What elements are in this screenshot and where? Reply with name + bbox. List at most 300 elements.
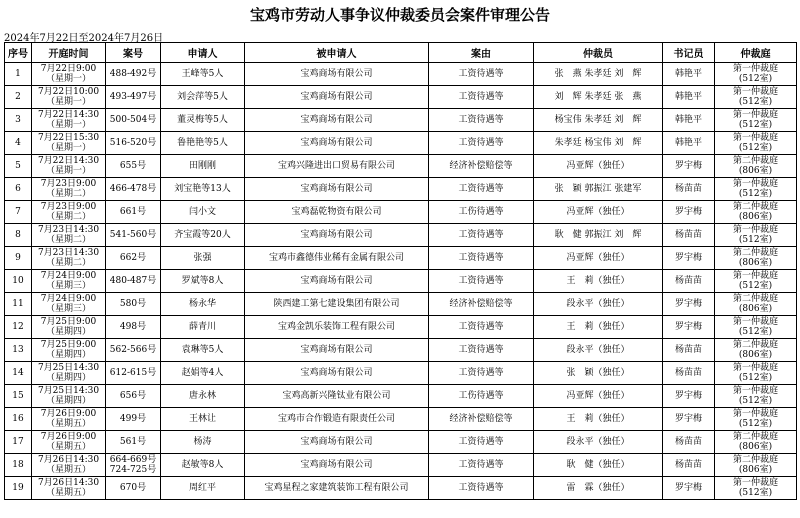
applicant: 薛青川 xyxy=(161,316,245,339)
case-no-line1: 499号 xyxy=(119,414,147,424)
clerk: 罗宇梅 xyxy=(663,155,715,178)
court-room: (512室) xyxy=(738,396,773,406)
applicant: 赵敏等8人 xyxy=(161,454,245,477)
row-no: 15 xyxy=(5,385,32,408)
row-no: 10 xyxy=(5,270,32,293)
respondent: 宝鸡商场有限公司 xyxy=(245,63,429,86)
court-name: 第一仲裁庭 xyxy=(732,409,778,419)
case-no-line1: 516-520号 xyxy=(109,138,157,148)
arbitrator: 杨宝伟 朱孝廷 刘 辉 xyxy=(534,109,663,132)
hearing-time xyxy=(32,109,106,132)
row-no: 7 xyxy=(5,201,32,224)
case-no xyxy=(106,431,161,454)
case-no-line1: 664-669号 xyxy=(109,455,157,465)
row-no: 14 xyxy=(5,362,32,385)
clerk: 罗宇梅 xyxy=(663,201,715,224)
hearing-weekday: （星期四） xyxy=(45,396,91,406)
hearing-weekday: （星期五） xyxy=(45,419,91,429)
header-cause: 案由 xyxy=(429,43,534,63)
table-row xyxy=(5,339,797,362)
hearing-time xyxy=(32,224,106,247)
hearing-weekday: （星期五） xyxy=(45,442,91,452)
respondent: 宝鸡金凯乐装饰工程有限公司 xyxy=(245,316,429,339)
arbitrator: 朱孝廷 杨宝伟 刘 辉 xyxy=(534,132,663,155)
hearing-weekday: （星期一） xyxy=(45,166,91,176)
applicant: 唐永林 xyxy=(161,385,245,408)
row-no: 13 xyxy=(5,339,32,362)
table-row xyxy=(5,431,797,454)
table-row xyxy=(5,224,797,247)
hearing-date: 7月23日9:00 xyxy=(40,179,97,189)
respondent: 宝鸡兴隆进出口贸易有限公司 xyxy=(245,155,429,178)
row-no: 19 xyxy=(5,477,32,500)
hearing-time xyxy=(32,362,106,385)
case-no-line1: 670号 xyxy=(119,483,147,493)
case-no xyxy=(106,109,161,132)
hearing-date: 7月26日14:30 xyxy=(37,478,100,488)
cause: 工资待遇等 xyxy=(429,224,534,247)
hearing-date: 7月23日14:30 xyxy=(37,248,100,258)
hearing-time xyxy=(32,201,106,224)
clerk: 杨苗苗 xyxy=(663,431,715,454)
court-room: (806室) xyxy=(738,442,773,452)
period-text: 2024年7月22日至2024年7月26日 xyxy=(4,33,164,44)
case-no-line1: 493-497号 xyxy=(109,92,157,102)
court xyxy=(715,247,797,270)
header-clerk: 书记员 xyxy=(663,43,715,63)
hearing-weekday: （星期四） xyxy=(45,350,91,360)
hearing-date: 7月26日9:00 xyxy=(40,432,97,442)
hearing-weekday: （星期二） xyxy=(45,189,91,199)
hearing-date: 7月26日14:30 xyxy=(37,455,100,465)
hearing-weekday: （星期三） xyxy=(45,281,91,291)
respondent: 宝鸡市合作锻造有限责任公司 xyxy=(245,408,429,431)
court xyxy=(715,316,797,339)
row-no: 16 xyxy=(5,408,32,431)
hearing-time xyxy=(32,408,106,431)
case-no xyxy=(106,247,161,270)
court xyxy=(715,408,797,431)
hearing-date: 7月22日10:00 xyxy=(37,87,100,97)
hearing-date: 7月25日9:00 xyxy=(40,317,97,327)
respondent: 宝鸡商场有限公司 xyxy=(245,109,429,132)
arbitrator: 张 颖（独任） xyxy=(534,362,663,385)
court-name: 第二仲裁庭 xyxy=(732,294,778,304)
court-name: 第一仲裁庭 xyxy=(732,133,778,143)
respondent: 宝鸡商场有限公司 xyxy=(245,132,429,155)
court xyxy=(715,270,797,293)
clerk: 韩艳平 xyxy=(663,63,715,86)
clerk: 罗宇梅 xyxy=(663,293,715,316)
case-no xyxy=(106,86,161,109)
court-room: (512室) xyxy=(738,74,773,84)
hearing-weekday: （星期一） xyxy=(45,97,91,107)
court-name: 第一仲裁庭 xyxy=(732,363,778,373)
clerk: 杨苗苗 xyxy=(663,339,715,362)
applicant: 董灵梅等5人 xyxy=(161,109,245,132)
court-name: 第一仲裁庭 xyxy=(732,386,778,396)
hearing-time xyxy=(32,155,106,178)
case-no xyxy=(106,385,161,408)
court-room: (512室) xyxy=(738,189,773,199)
case-no xyxy=(106,178,161,201)
arbitrator: 耿 健 郭振江 刘 辉 xyxy=(534,224,663,247)
court xyxy=(715,362,797,385)
clerk: 杨苗苗 xyxy=(663,270,715,293)
respondent: 宝鸡市鑫德伟业稀有金属有限公司 xyxy=(245,247,429,270)
header-applicant: 申请人 xyxy=(161,43,245,63)
table-header-row xyxy=(5,43,797,63)
hearing-weekday: （星期一） xyxy=(45,120,91,130)
court xyxy=(715,293,797,316)
hearing-date: 7月25日9:00 xyxy=(40,340,97,350)
hearing-date: 7月22日14:30 xyxy=(37,156,100,166)
court-name: 第一仲裁庭 xyxy=(732,64,778,74)
hearing-time xyxy=(32,454,106,477)
court-room: (512室) xyxy=(738,281,773,291)
court-room: (806室) xyxy=(738,258,773,268)
row-no: 1 xyxy=(5,63,32,86)
court-name: 第一仲裁庭 xyxy=(732,271,778,281)
respondent: 宝鸡商场有限公司 xyxy=(245,86,429,109)
court-room: (512室) xyxy=(738,419,773,429)
court xyxy=(715,385,797,408)
hearing-weekday: （星期一） xyxy=(45,143,91,153)
applicant: 田刚刚 xyxy=(161,155,245,178)
applicant: 刘会萍等5人 xyxy=(161,86,245,109)
court xyxy=(715,132,797,155)
hearing-date: 7月23日9:00 xyxy=(40,202,97,212)
court-name: 第一仲裁庭 xyxy=(732,225,778,235)
clerk: 韩艳平 xyxy=(663,132,715,155)
arbitrator: 王 莉（独任） xyxy=(534,408,663,431)
hearing-date: 7月22日14:30 xyxy=(37,110,100,120)
hearing-time xyxy=(32,178,106,201)
case-no-line1: 498号 xyxy=(119,322,147,332)
arbitrator: 冯亚辉（独任） xyxy=(534,201,663,224)
cause: 工资待遇等 xyxy=(429,362,534,385)
court xyxy=(715,201,797,224)
case-no-line1: 500-504号 xyxy=(109,115,157,125)
applicant: 罗斌等8人 xyxy=(161,270,245,293)
respondent: 宝鸡商场有限公司 xyxy=(245,178,429,201)
table-row xyxy=(5,132,797,155)
row-no: 4 xyxy=(5,132,32,155)
applicant: 齐宝霞等20人 xyxy=(161,224,245,247)
hearing-date: 7月25日14:30 xyxy=(37,363,100,373)
header-hearing-time: 开庭时间 xyxy=(32,43,106,63)
clerk: 杨苗苗 xyxy=(663,224,715,247)
hearing-date: 7月26日9:00 xyxy=(40,409,97,419)
hearing-weekday: （星期四） xyxy=(45,327,91,337)
hearing-weekday: （星期五） xyxy=(45,465,91,475)
case-no-line1: 612-615号 xyxy=(109,368,157,378)
table-body xyxy=(5,63,797,500)
table-row xyxy=(5,86,797,109)
case-no-line1: 580号 xyxy=(119,299,147,309)
row-no: 3 xyxy=(5,109,32,132)
court xyxy=(715,63,797,86)
applicant: 王林让 xyxy=(161,408,245,431)
cause: 工资待遇等 xyxy=(429,109,534,132)
applicant: 张强 xyxy=(161,247,245,270)
cause: 工资待遇等 xyxy=(429,63,534,86)
clerk: 罗宇梅 xyxy=(663,247,715,270)
clerk: 韩艳平 xyxy=(663,86,715,109)
arbitrator: 刘 辉 朱孝廷 张 燕 xyxy=(534,86,663,109)
arbitrator: 冯亚辉（独任） xyxy=(534,247,663,270)
page-title: 宝鸡市劳动人事争议仲裁委员会案件审理公告 xyxy=(249,6,550,24)
row-no: 12 xyxy=(5,316,32,339)
hearing-weekday: （星期二） xyxy=(45,235,91,245)
court-name: 第二仲裁庭 xyxy=(732,202,778,212)
clerk: 杨苗苗 xyxy=(663,178,715,201)
cause: 经济补偿赔偿等 xyxy=(429,293,534,316)
hearing-date: 7月24日9:00 xyxy=(40,294,97,304)
cause: 工资待遇等 xyxy=(429,86,534,109)
case-no xyxy=(106,155,161,178)
table-row xyxy=(5,454,797,477)
respondent: 宝鸡商场有限公司 xyxy=(245,339,429,362)
court-room: (512室) xyxy=(738,97,773,107)
court-name: 第二仲裁庭 xyxy=(732,432,778,442)
case-no xyxy=(106,132,161,155)
hearing-time xyxy=(32,63,106,86)
table-row xyxy=(5,362,797,385)
court-name: 第一仲裁庭 xyxy=(732,179,778,189)
hearing-time xyxy=(32,293,106,316)
case-no-line1: 655号 xyxy=(119,161,147,171)
court-room: (512室) xyxy=(738,143,773,153)
court xyxy=(715,454,797,477)
hearing-time xyxy=(32,477,106,500)
table-row xyxy=(5,385,797,408)
hearing-weekday: （星期五） xyxy=(45,488,91,498)
case-no xyxy=(106,293,161,316)
applicant: 王峰等5人 xyxy=(161,63,245,86)
case-no xyxy=(106,316,161,339)
arbitrator: 雷 霖（独任） xyxy=(534,477,663,500)
cause: 工伤待遇等 xyxy=(429,201,534,224)
court-room: (806室) xyxy=(738,212,773,222)
cause: 工资待遇等 xyxy=(429,247,534,270)
applicant: 刘宝艳等13人 xyxy=(161,178,245,201)
court xyxy=(715,431,797,454)
respondent: 宝鸡商场有限公司 xyxy=(245,362,429,385)
applicant: 鲁艳艳等5人 xyxy=(161,132,245,155)
case-no-line1: 541-560号 xyxy=(109,230,157,240)
arbitrator: 冯亚辉（独任） xyxy=(534,385,663,408)
header-case-no: 案号 xyxy=(106,43,161,63)
respondent: 宝鸡商场有限公司 xyxy=(245,431,429,454)
applicant: 杨永华 xyxy=(161,293,245,316)
row-no: 18 xyxy=(5,454,32,477)
clerk: 罗宇梅 xyxy=(663,385,715,408)
cause: 经济补偿赔偿等 xyxy=(429,155,534,178)
court xyxy=(715,86,797,109)
table-row xyxy=(5,63,797,86)
respondent: 宝鸡商场有限公司 xyxy=(245,270,429,293)
cause: 工资待遇等 xyxy=(429,178,534,201)
arbitrator: 张 颖 郭振江 张建军 xyxy=(534,178,663,201)
court xyxy=(715,109,797,132)
clerk: 杨苗苗 xyxy=(663,362,715,385)
cause: 工资待遇等 xyxy=(429,270,534,293)
row-no: 5 xyxy=(5,155,32,178)
cause: 工资待遇等 xyxy=(429,431,534,454)
hearing-time xyxy=(32,132,106,155)
case-no-line1: 488-492号 xyxy=(109,69,157,79)
case-no-line1: 480-487号 xyxy=(109,276,157,286)
applicant: 杨涛 xyxy=(161,431,245,454)
cause: 工资待遇等 xyxy=(429,316,534,339)
case-no xyxy=(106,339,161,362)
clerk: 罗宇梅 xyxy=(663,477,715,500)
case-no xyxy=(106,63,161,86)
case-no-line1: 661号 xyxy=(119,207,147,217)
cause: 工资待遇等 xyxy=(429,477,534,500)
applicant: 赵娟等4人 xyxy=(161,362,245,385)
table-row xyxy=(5,293,797,316)
respondent: 宝鸡商场有限公司 xyxy=(245,454,429,477)
cause: 工伤待遇等 xyxy=(429,385,534,408)
header-arbitrator: 仲裁员 xyxy=(534,43,663,63)
hearing-weekday: （星期二） xyxy=(45,258,91,268)
respondent: 宝鸡磊乾物资有限公司 xyxy=(245,201,429,224)
table-row xyxy=(5,477,797,500)
case-no-line1: 562-566号 xyxy=(109,345,157,355)
arbitrator: 耿 健（独任） xyxy=(534,454,663,477)
hearing-time xyxy=(32,316,106,339)
hearing-date: 7月24日9:00 xyxy=(40,271,97,281)
court-room: (512室) xyxy=(738,488,773,498)
court xyxy=(715,477,797,500)
hearing-weekday: （星期三） xyxy=(45,304,91,314)
cause: 工资待遇等 xyxy=(429,454,534,477)
court-room: (806室) xyxy=(738,465,773,475)
hearing-time xyxy=(32,339,106,362)
case-no xyxy=(106,224,161,247)
case-no xyxy=(106,201,161,224)
case-no xyxy=(106,408,161,431)
case-table xyxy=(4,42,797,500)
court-name: 第二仲裁庭 xyxy=(732,156,778,166)
table-row xyxy=(5,316,797,339)
clerk: 罗宇梅 xyxy=(663,316,715,339)
hearing-time xyxy=(32,270,106,293)
court-name: 第一仲裁庭 xyxy=(732,478,778,488)
cause: 工资待遇等 xyxy=(429,132,534,155)
hearing-date: 7月22日15:30 xyxy=(37,133,100,143)
cause: 工资待遇等 xyxy=(429,339,534,362)
arbitrator: 王 莉（独任） xyxy=(534,316,663,339)
hearing-weekday: （星期一） xyxy=(45,74,91,84)
hearing-time xyxy=(32,247,106,270)
arbitrator: 段永平（独任） xyxy=(534,293,663,316)
case-no xyxy=(106,454,161,477)
table-row xyxy=(5,247,797,270)
clerk: 杨苗苗 xyxy=(663,454,715,477)
table-row xyxy=(5,201,797,224)
case-no-line1: 561号 xyxy=(119,437,147,447)
table-row xyxy=(5,178,797,201)
hearing-time xyxy=(32,86,106,109)
header-no: 序号 xyxy=(5,43,32,63)
court-room: (512室) xyxy=(738,120,773,130)
court-name: 第二仲裁庭 xyxy=(732,455,778,465)
applicant: 周红平 xyxy=(161,477,245,500)
row-no: 17 xyxy=(5,431,32,454)
case-no xyxy=(106,270,161,293)
hearing-weekday: （星期二） xyxy=(45,212,91,222)
table-row xyxy=(5,109,797,132)
row-no: 2 xyxy=(5,86,32,109)
table-row xyxy=(5,155,797,178)
case-no-line1: 466-478号 xyxy=(109,184,157,194)
court-room: (806室) xyxy=(738,350,773,360)
row-no: 6 xyxy=(5,178,32,201)
applicant: 袁琳等5人 xyxy=(161,339,245,362)
court xyxy=(715,178,797,201)
header-respondent: 被申请人 xyxy=(245,43,429,63)
arbitrator: 张 燕 朱孝廷 刘 辉 xyxy=(534,63,663,86)
court-name: 第一仲裁庭 xyxy=(732,317,778,327)
clerk: 韩艳平 xyxy=(663,109,715,132)
arbitrator: 段永平（独任） xyxy=(534,339,663,362)
row-no: 11 xyxy=(5,293,32,316)
hearing-time xyxy=(32,431,106,454)
hearing-date: 7月22日9:00 xyxy=(40,64,97,74)
hearing-date: 7月23日14:30 xyxy=(37,225,100,235)
case-no-line1: 656号 xyxy=(119,391,147,401)
case-no xyxy=(106,362,161,385)
court-room: (512室) xyxy=(738,373,773,383)
arbitrator: 冯亚辉（独任） xyxy=(534,155,663,178)
court-room: (512室) xyxy=(738,235,773,245)
table-row xyxy=(5,270,797,293)
hearing-date: 7月25日14:30 xyxy=(37,386,100,396)
row-no: 9 xyxy=(5,247,32,270)
arbitrator: 段永平（独任） xyxy=(534,431,663,454)
hearing-time xyxy=(32,385,106,408)
arbitrator: 王 莉（独任） xyxy=(534,270,663,293)
court-name: 第二仲裁庭 xyxy=(732,248,778,258)
cause: 经济补偿赔偿等 xyxy=(429,408,534,431)
court xyxy=(715,224,797,247)
case-no-line2: 724-725号 xyxy=(109,465,157,475)
clerk: 罗宇梅 xyxy=(663,408,715,431)
respondent: 宝鸡高新兴隆钛业有限公司 xyxy=(245,385,429,408)
row-no: 8 xyxy=(5,224,32,247)
hearing-weekday: （星期四） xyxy=(45,373,91,383)
case-no-line1: 662号 xyxy=(119,253,147,263)
respondent: 宝鸡商场有限公司 xyxy=(245,224,429,247)
court-room: (512室) xyxy=(738,327,773,337)
respondent: 宝鸡星程之家建筑装饰工程有限公司 xyxy=(245,477,429,500)
court xyxy=(715,339,797,362)
applicant: 闫小文 xyxy=(161,201,245,224)
header-court: 仲裁庭 xyxy=(715,43,797,63)
court-name: 第一仲裁庭 xyxy=(732,87,778,97)
court-name: 第二仲裁庭 xyxy=(732,340,778,350)
respondent: 陕西建工第七建设集团有限公司 xyxy=(245,293,429,316)
court xyxy=(715,155,797,178)
court-room: (806室) xyxy=(738,166,773,176)
court-room: (806室) xyxy=(738,304,773,314)
table-row xyxy=(5,408,797,431)
court-name: 第一仲裁庭 xyxy=(732,110,778,120)
case-no xyxy=(106,477,161,500)
